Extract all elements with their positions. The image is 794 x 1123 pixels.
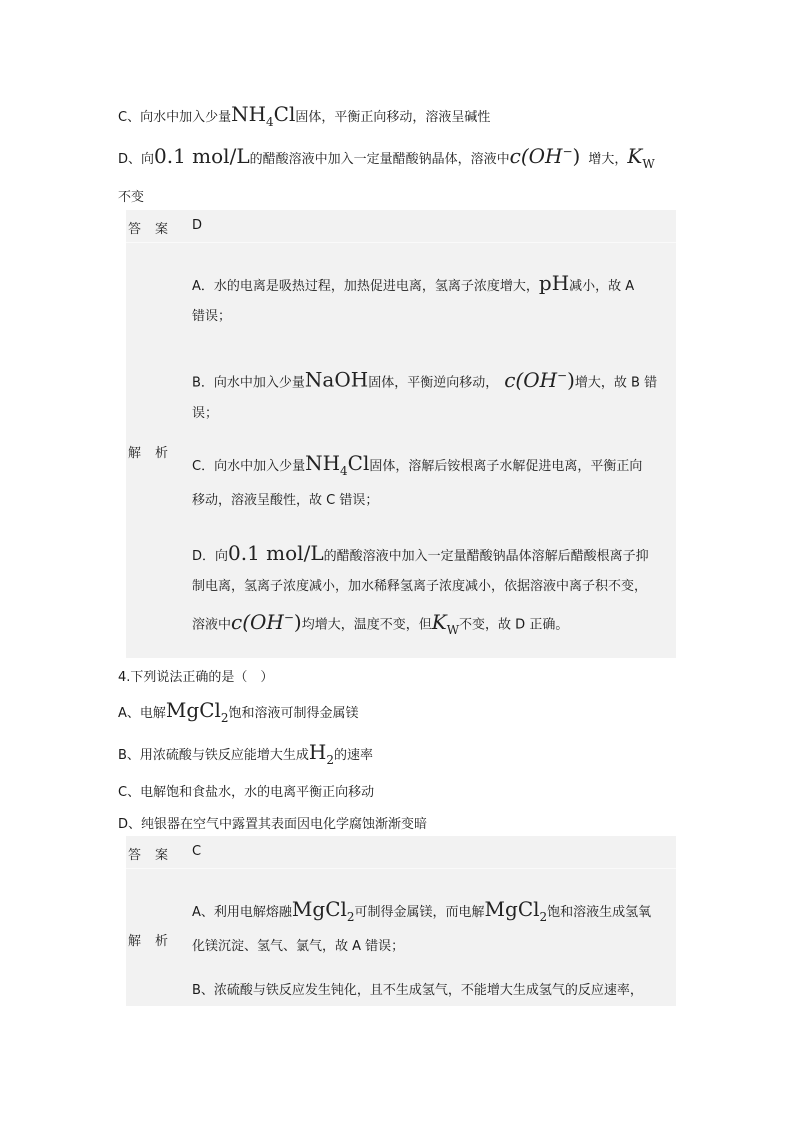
analysis-a: A、利用电解熔融MgCl$_2$可制得金属镁，而电解MgCl$_2$饱和溶液生成氢氧 化镁沉淀、氢气、氯气，故 A 错误；: [192, 897, 652, 954]
formula-kw: $K_W$: [627, 144, 655, 171]
q3-option-c: C、向水中加入少量$NH_4Cl$固体，平衡正向移动，溶液呈碱性: [118, 102, 491, 129]
divider: [126, 868, 676, 869]
q4-option-a: A、电解MgCl$_2$饱和溶液可制得金属镁: [118, 698, 359, 725]
formula-nh4cl: $NH_4Cl$: [231, 102, 296, 129]
formula-c-oh: c(OH−): [509, 144, 581, 168]
q4-option-c: C、电解饱和食盐水，水的电离平衡正向移动: [118, 785, 375, 800]
q4-answer-box: [126, 836, 676, 1006]
answer-value: C: [192, 844, 202, 859]
q4-option-d: D、纯银器在空气中露置其表面因电化学腐蚀渐渐变暗: [118, 817, 428, 832]
divider: [126, 242, 676, 243]
analysis-d: D．向0.1 mol/L的醋酸溶液中加入一定量醋酸钠晶体溶解后醋酸根离子抑 制电离，氢离子浓度减小，加水稀释氢离子浓度减小，依据溶液中离子积不变， 溶液中c(OH−)均增大，温度不变，但$K_W$不变，故 D 正确。: [192, 541, 649, 637]
q4-stem: 4.下列说法正确的是（ ）: [118, 670, 274, 685]
q3-answer-box: [126, 210, 676, 658]
analysis-c: C．向水中加入少量$NH_4Cl$固体，溶解后铵根离子水解促进电离，平衡正向 移动，溶液呈酸性，故 C 错误；: [192, 451, 643, 508]
analysis-label: 解析: [128, 934, 183, 949]
answer-label: 答案: [128, 222, 183, 237]
analysis-label: 解析: [128, 446, 183, 461]
answer-value: D: [192, 218, 203, 233]
q3-option-d-line2: 不变: [118, 190, 145, 205]
analysis-b: B．向水中加入少量NaOH固体，平衡逆向移动， c(OH−)增大，故 B 错 误；: [192, 367, 658, 421]
q4-option-b: B、用浓硫酸与铁反应能增大生成$H_2$的速率: [118, 740, 374, 767]
q3-option-d: D、向0.1 mol/L的醋酸溶液中加入一定量醋酸钠晶体，溶液中c(OH−) 增大，$K_W$: [118, 144, 655, 171]
answer-label: 答案: [128, 848, 183, 863]
analysis-b: B、浓硫酸与铁反应发生钝化，且不生成氢气，不能增大生成氢气的反应速率，: [192, 983, 643, 998]
analysis-a: A．水的电离是吸热过程，加热促进电离，氢离子浓度增大，pH减小，故 A 错误；: [192, 271, 635, 324]
